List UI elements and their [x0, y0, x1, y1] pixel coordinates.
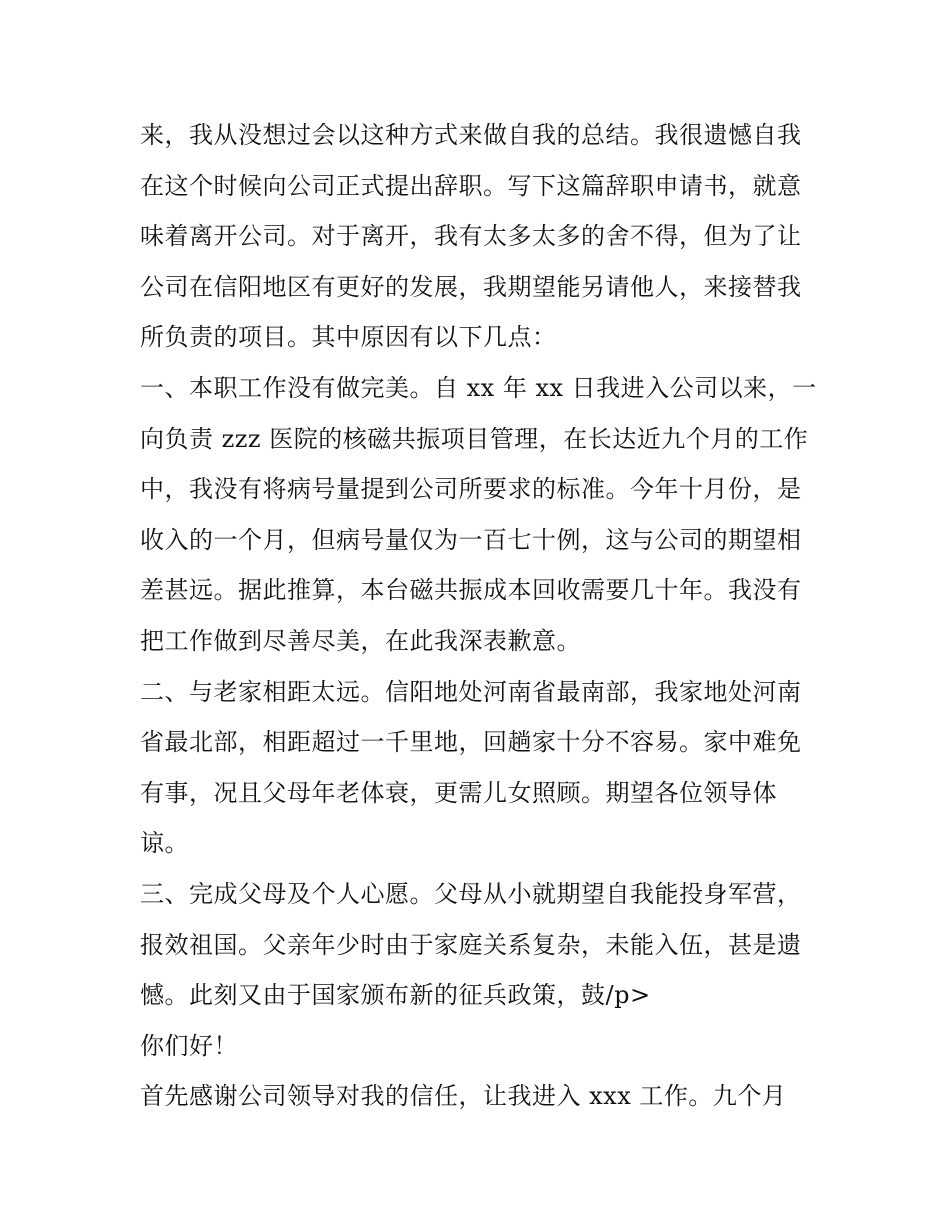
text-line-11: 把工作做到尽善尽美，在此我深表歉意。	[140, 626, 581, 655]
text-line-16: 三、完成父母及个人心愿。父母从小就期望自我能投身军营，	[140, 879, 802, 908]
text-line-13: 省最北部，相距超过一千里地，回趟家十分不容易。家中难免	[140, 728, 802, 757]
text-line-6: 一、本职工作没有做完美。自 xx 年 xx 日我进入公司以来，一	[140, 373, 817, 402]
text-line-15: 谅。	[140, 829, 189, 858]
text-line-14: 有事，况且父母年老体衰，更需儿女照顾。期望各位领导体	[140, 778, 777, 807]
text-line-3: 味着离开公司。对于离开，我有太多太多的舍不得，但为了让	[140, 222, 802, 251]
text-line-18: 憾。此刻又由于国家颁布新的征兵政策，鼓/p>	[140, 981, 651, 1010]
text-line-1: 来，我从没想过会以这种方式来做自我的总结。我很遗憾自我	[140, 121, 802, 149]
text-line-2: 在这个时候向公司正式提出辞职。写下这篇辞职申请书，就意	[140, 171, 802, 200]
text-line-8: 中，我没有将病号量提到公司所要求的标准。今年十月份，是	[140, 475, 802, 504]
text-line-10: 差甚远。据此推算，本台磁共振成本回收需要几十年。我没有	[140, 576, 802, 605]
text-line-20: 首先感谢公司领导对我的信任，让我进入 xxx 工作。九个月	[140, 1082, 787, 1111]
text-line-12: 二、与老家相距太远。信阳地处河南省最南部，我家地处河南	[140, 677, 802, 706]
document-body	[140, 110, 820, 1122]
text-line-5: 所负责的项目。其中原因有以下几点：	[140, 323, 557, 352]
text-line-17: 报效祖国。父亲年少时由于家庭关系复杂，未能入伍，甚是遗	[140, 930, 802, 959]
text-line-4: 公司在信阳地区有更好的发展，我期望能另请他人，来接替我	[140, 272, 802, 301]
text-line-9: 收入的一个月，但病号量仅为一百七十例，这与公司的期望相	[140, 525, 802, 554]
text-line-7: 向负责 zzz 医院的核磁共振项目管理，在长达近九个月的工作	[140, 424, 809, 453]
text-line-19: 你们好！	[140, 1031, 238, 1060]
